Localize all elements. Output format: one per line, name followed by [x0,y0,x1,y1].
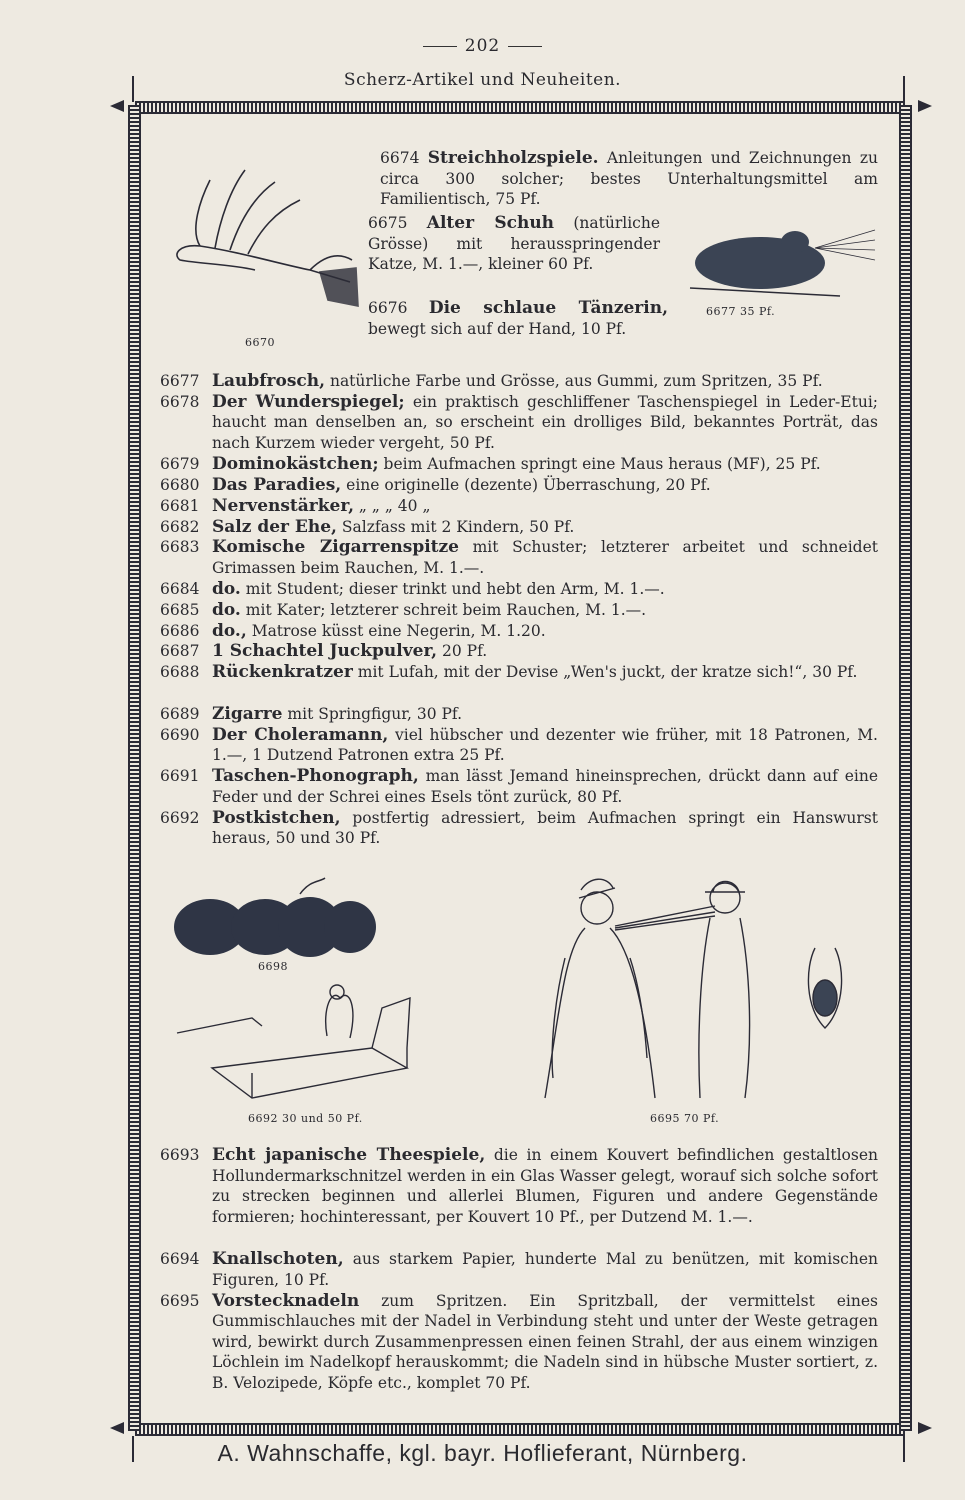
running-head: Scherz-Artikel und Neuheiten. [343,70,622,90]
frame-bottom-bar [135,1423,905,1436]
entry-text [212,766,878,807]
entry-text [212,537,878,578]
entry-body: zum Spritzen. Ein Spritzball, der vermittelst eines Gummischlauches mit der Nadel in Verbindung steht und unter der Weste getragen wird, bewirkt durch Zusammenpressen einen feinen Strahl, der aus einem winzigen Löchlein im Nadelkopf herauskommt; die Nadeln sind in hübsche Muster sortiert, z. B. Velozipede, Köpfe etc., komplet 70 Pf. [212,1291,878,1392]
list-item [160,600,878,621]
entry-number: 6694 [160,1250,200,1268]
entry-number: 6692 [160,808,200,827]
entry-number: 6687 [160,642,200,661]
entry-text [212,392,878,454]
entry-text [212,600,878,621]
couple-illustration [535,868,865,1108]
hand-illustration [160,160,360,320]
entry-number: 6675 [368,214,408,232]
list-item [160,371,878,392]
list-item [160,537,878,578]
entry-title: Vorstecknadeln [212,1290,360,1311]
entry-body: die in einem Kouvert befindlichen gestaltlosen Hollundermarkschnitzel werden in ein Glas Wasser gelegt, worauf sich solche sofort zu strecken beginnen und allerlei Blumen, Figuren und andere Gegenstände formieren; hochinteressant, per Kouvert 10 Pf., per Dutzend M. 1.—. [212,1146,878,1226]
entry-text [212,517,878,538]
entry-title: Der Choleramann, [212,724,389,745]
list-item [160,496,878,517]
page-number-text: 202 [464,36,501,56]
entry-text [212,1249,878,1290]
caption-6695: 6695 70 Pf. [650,1112,720,1125]
entry-number: 6683 [160,538,200,557]
entry-number: 6695 [160,1291,200,1310]
ornament-dash [423,46,457,47]
entry-title: Laubfrosch, [212,371,326,391]
entry-text [212,454,878,475]
list-item [160,1145,878,1227]
frame-tick [903,76,905,102]
entry-text [212,1291,878,1394]
entry-title: Taschen-Phonograph, [212,766,419,787]
frame-top-bar [135,101,905,114]
box-illustration [172,978,422,1108]
entry-text [212,496,878,517]
list-item [160,808,878,849]
entry-number: 6678 [160,392,200,411]
entry-title: do. [212,599,241,620]
entry-body: Matrose küsst eine Negerin, M. 1.20. [246,621,546,640]
caption-6677: 6677 35 Pf. [706,305,776,318]
entry-body: „ „ „ 40 „ [354,496,431,515]
entry-number: 6679 [160,455,200,474]
entry-body: mit Student; dieser trinkt und hebt den Arm, M. 1.—. [240,580,665,598]
entry-body: viel hübscher und dezenter wie früher, mit 18 Patronen, M. 1.—, 1 Dutzend Patronen extra 25 Pf. [212,725,878,765]
arrow-right-icon [918,1422,932,1434]
entry-title: Die schlaue Tänzerin, [428,298,668,318]
entry-text [212,808,878,849]
entry-body: beim Aufmachen springt eine Maus heraus (MF), 25 Pf. [378,455,821,474]
caption-6670: 6670 [245,336,275,349]
list-item [160,392,878,454]
entry-body: postfertig adressiert, beim Aufmachen springt ein Hanswurst heraus, 50 und 30 Pf. [212,808,878,848]
caption-6692: 6692 30 und 50 Pf. [248,1112,363,1125]
entry-title: Alter Schuh [426,213,555,233]
list-item [160,621,878,642]
entry-title: Nervenstärker, [212,495,354,516]
list-item [160,517,878,538]
entry-number: 6686 [160,621,200,640]
entry-number: 6684 [160,580,200,598]
list-item [160,641,878,662]
entry-text [212,662,878,683]
arrow-left-icon [110,100,124,112]
entry-number: 6688 [160,663,200,682]
entry-body: Salzfass mit 2 Kindern, 50 Pf. [336,517,575,536]
entry-title: Echt japanische Theespiele, [212,1145,486,1165]
entry-body: 20 Pf. [437,642,488,661]
frame-tick [132,76,134,102]
entry-title: Salz der Ehe, [212,516,337,537]
footer-imprint: A. Wahnschaffe, kgl. bayr. Hoflieferant, Nürnberg. [217,1440,748,1466]
entry-number: 6682 [160,517,200,536]
entry-number: 6677 [160,372,200,390]
entry-body: (natürliche Grösse) mit herausspringender Katze, M. 1.—, kleiner 60 Pf. [368,214,660,273]
entry-title: do., [212,620,247,641]
entry-number: 6680 [160,476,200,494]
entry-body: mit Schuster; letzterer arbeitet und schneidet Grimassen beim Rauchen, M. 1.—. [212,538,878,577]
frame-left-bar [128,105,141,1431]
list-item [160,725,878,766]
pods-illustration [170,872,380,967]
entry-body: eine originelle (dezente) Überraschung, 20 Pf. [341,476,711,494]
arrow-right-icon [918,100,932,112]
entry-number: 6693 [160,1146,200,1164]
entry-title: Knallschoten, [212,1249,344,1269]
entry-title: Zigarre [212,703,283,724]
entry-text [212,641,878,662]
ornament-dash [508,46,542,47]
entry-text [212,475,878,496]
entry-title: Postkistchen, [212,807,341,828]
entry-number: 6685 [160,600,200,619]
entry-title: Dominokästchen; [212,454,379,475]
entry-text [212,621,878,642]
entry-title: do. [212,579,241,599]
entry-body: man lässt Jemand hineinsprechen, drückt dann auf eine Feder und der Schrei eines Esels tönt zurück, 80 Pf. [212,767,878,806]
entry-text [368,213,660,275]
list-item [160,1291,878,1394]
entry-number: 6674 [380,149,420,167]
entry-text [368,298,668,339]
entry-number: 6676 [368,299,408,317]
frog-illustration [680,218,880,313]
list-item [380,148,878,210]
entry-body: Anleitungen und Zeichnungen zu circa 300 solcher; bestes Unterhaltungsmittel am Familientisch, 75 Pf. [380,149,878,208]
list-item [160,475,878,496]
entry-body: natürliche Farbe und Grösse, aus Gummi, zum Spritzen, 35 Pf. [325,372,823,390]
entry-title: Das Paradies, [212,475,342,495]
list-item [368,298,668,339]
entry-title: Komische Zigarrenspitze [212,537,459,558]
entry-text [212,579,878,600]
caption-6698: 6698 [258,960,288,973]
entry-body: mit Springfigur, 30 Pf. [282,704,463,723]
frame-right-bar [899,105,912,1431]
list-item [160,1249,878,1290]
entry-number: 6691 [160,767,200,786]
entry-number: 6690 [160,725,200,744]
entry-text [212,1145,878,1227]
entry-title: 1 Schachtel Juckpulver, [212,641,438,662]
entry-title: Streichholzspiele. [427,148,599,168]
entry-text [212,725,878,766]
list-item [160,766,878,807]
list-item [160,454,878,475]
entry-body: bewegt sich auf der Hand, 10 Pf. [368,319,627,338]
entry-body: mit Lufah, mit der Devise „Wen's juckt, der kratze sich!“, 30 Pf. [352,663,858,682]
entry-title: Rückenkratzer [212,662,353,683]
arrow-left-icon [110,1422,124,1434]
entry-text [380,148,878,210]
entry-number: 6681 [160,496,200,515]
list-item [160,704,878,725]
entry-title: Der Wunderspiegel; [212,391,405,412]
entry-text [212,371,878,392]
entry-text [212,704,878,725]
list-item [160,662,878,683]
entry-body: ein praktisch geschliffener Taschenspiegel in Leder-Etui; haucht man denselben an, so erscheint ein drolliges Bild, bekanntes Porträt, das nach Kurzem wieder vergeht, 50 Pf. [212,392,878,452]
page-number [0,36,965,56]
list-item [160,579,878,600]
entry-body: mit Kater; letzterer schreit beim Rauchen, M. 1.—. [240,600,647,619]
list-item [368,213,660,275]
entry-number: 6689 [160,704,200,723]
entry-body: aus starkem Papier, hunderte Mal zu benützen, mit komischen Figuren, 10 Pf. [212,1250,878,1289]
